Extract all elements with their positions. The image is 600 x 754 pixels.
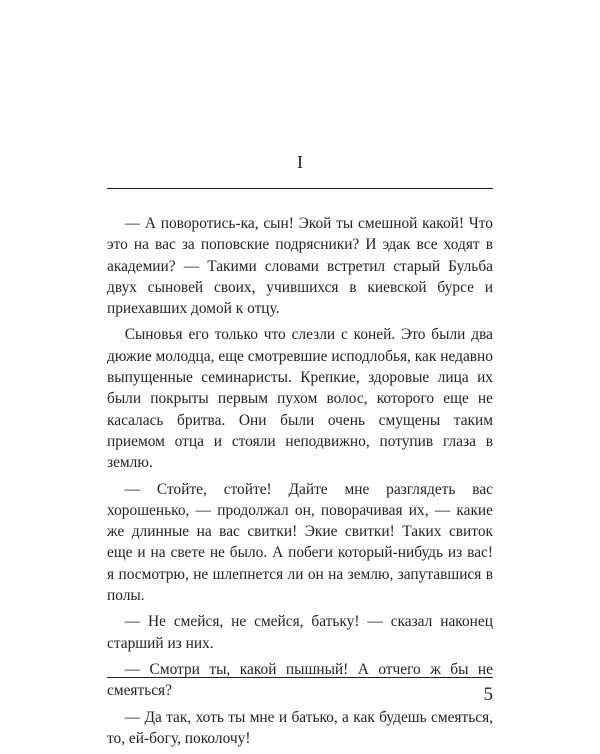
paragraph: — Да так, хоть ты мне и батько, а как будешь смеяться, то, ей-богу, поколочу! xyxy=(107,708,493,747)
bottom-rule xyxy=(107,677,493,678)
top-rule xyxy=(107,188,493,189)
paragraph: — А поворотись-ка, сын! Экой ты смешной какой! Что это на вас за поповские подрясники? И эдак все ходят в академии? — Такими словами встретил старый Бульба двух сыновей своих, учившихся в киевской бурсе и приехавших домой к отцу. xyxy=(107,215,493,318)
paragraph: — Не смейся, не смейся, батьку! — сказал наконец старший из них. xyxy=(107,613,493,652)
page-number: 5 xyxy=(483,684,493,705)
body-text xyxy=(107,213,493,754)
paragraph: Сыновья его только что слезли с коней. Это были два дюжие молодца, еще смотревшие исподлобья, как недавно выпущенные семинаристы. Крепкие, здоровые лица их были покрыты первым пухом волос, которого еще не касалась бритва. Они были очень смущены таким приемом отца и стояли неподвижно, потупив глаза в землю. xyxy=(107,326,493,472)
chapter-number: I xyxy=(297,152,303,172)
paragraph: — Стойте, стойте! Дайте мне разглядеть вас хорошенько, — продолжал он, поворачивая их, — какие же длинные на вас свитки! Экие свитки! Таких свиток еще и на свете не было. А побеги который-нибудь из вас! я посмотрю, не шлепнется ли он на землю, запутавшися в полы. xyxy=(107,480,493,605)
paragraph: — Смотри ты, какой пышный! А отчего ж бы не смеяться? xyxy=(107,660,493,700)
